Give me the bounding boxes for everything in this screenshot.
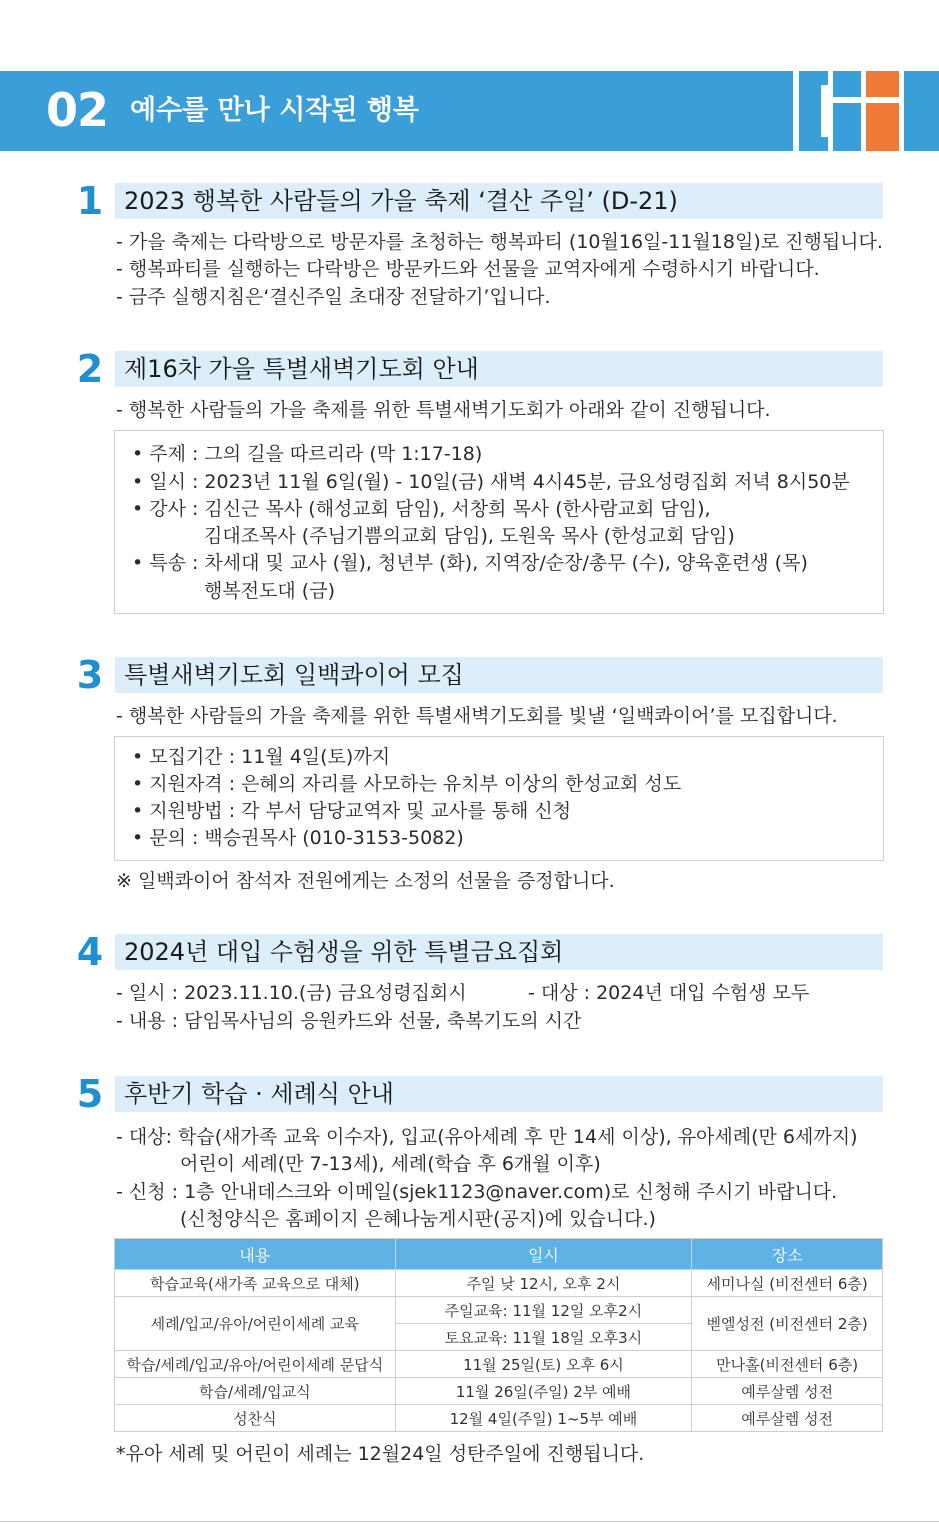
section-4-line: - 내용 : 담임목사님의 응원카드와 선물, 축복기도의 시간 <box>116 1010 582 1032</box>
section-1-line: - 금주 실행지침은‘결신주일 초대장 전달하기’입니다. <box>116 286 551 308</box>
section-5-title: 후반기 학습 · 세례식 안내 <box>124 1080 394 1108</box>
table-cell: 11월 25일(토) 오후 6시 <box>395 1351 692 1378</box>
column-header: 장소 <box>692 1239 883 1270</box>
table-cell: 주일 낮 12시, 오후 2시 <box>395 1270 692 1297</box>
table-cell: 세례/입교/유아/어린이세례 교육 <box>115 1297 396 1351</box>
section-4-title: 2024년 대입 수험생을 위한 특별금요집회 <box>124 938 564 966</box>
detail-line: • 문의 : 백승권목사 (010-3153-5082) <box>132 827 464 849</box>
table-cell: 만나홀(비전센터 6층) <box>692 1351 883 1378</box>
table-cell: 토요교육: 11월 18일 오후3시 <box>395 1324 692 1351</box>
table-cell: 12월 4일(주일) 1~5부 예배 <box>395 1405 692 1432</box>
column-header: 일시 <box>395 1239 692 1270</box>
detail-line: • 주제 : 그의 길을 따르리라 (막 1:17-18) <box>132 443 483 465</box>
section-1-number: 1 <box>76 179 104 223</box>
detail-line: • 강사 : 김신근 목사 (해성교회 담임), 서창희 목사 (한사람교회 담임), <box>132 498 711 520</box>
section-4-line: - 일시 : 2023.11.10.(금) 금요성령집회시 <box>116 982 467 1004</box>
table-cell: 세미나실 (비전센터 6층) <box>692 1270 883 1297</box>
table-row <box>115 1351 883 1378</box>
table-cell: 학습/세례/입교/유아/어린이세례 문답식 <box>115 1351 396 1378</box>
section-5-number: 5 <box>76 1072 104 1116</box>
section-3-note: ※ 일백콰이어 참석자 전원에게는 소정의 선물을 증정합니다. <box>116 870 615 892</box>
section-2-line: - 행복한 사람들의 가을 축제를 위한 특별새벽기도회가 아래와 같이 진행됩니다. <box>116 399 771 421</box>
table-cell: 예루살렘 성전 <box>692 1378 883 1405</box>
schedule-table <box>114 1238 883 1432</box>
table-row <box>115 1378 883 1405</box>
page-title: 예수를 만나 시작된 행복 <box>130 95 420 126</box>
table-cell: 11월 26일(주일) 2부 예배 <box>395 1378 692 1405</box>
detail-line: • 지원자격 : 은혜의 자리를 사모하는 유치부 이상의 한성교회 성도 <box>132 773 682 795</box>
detail-line: • 일시 : 2023년 11월 6일(월) - 10일(금) 새벽 4시45분, 금요성령집회 저녁 8시50분 <box>132 471 850 493</box>
section-3-number: 3 <box>76 653 104 697</box>
detail-line: • 지원방법 : 각 부서 담당교역자 및 교사를 통해 신청 <box>132 800 572 822</box>
table-row <box>115 1297 883 1324</box>
table-cell: 학습교육(새가족 교육으로 대체) <box>115 1270 396 1297</box>
section-3-title: 특별새벽기도회 일백콰이어 모집 <box>124 661 464 689</box>
detail-line: • 모집기간 : 11월 4일(토)까지 <box>132 746 391 768</box>
table-cell: 성찬식 <box>115 1405 396 1432</box>
table-header-row <box>115 1239 883 1270</box>
section-1-line: - 행복파티를 실행하는 다락방은 방문카드와 선물을 교역자에게 수령하시기 바랍니다. <box>116 258 820 280</box>
section-4-line: - 대상 : 2024년 대입 수험생 모두 <box>528 982 810 1004</box>
section-4-number: 4 <box>76 930 104 974</box>
section-3-line: - 행복한 사람들의 가을 축제를 위한 특별새벽기도회를 빛낼 ‘일백콰이어’를 모집합니다. <box>116 705 838 727</box>
table-row <box>115 1270 883 1297</box>
section-5-line: 어린이 세례(만 7-13세), 세례(학습 후 6개월 이후) <box>180 1153 601 1175</box>
section-number: 02 <box>46 83 109 137</box>
section-5-line: - 대상: 학습(새가족 교육 이수자), 입교(유아세례 후 만 14세 이상), 유아세례(만 6세까지) <box>116 1126 858 1148</box>
table-cell: 예루살렘 성전 <box>692 1405 883 1432</box>
section-2-number: 2 <box>76 347 104 391</box>
section-5-line: (신청양식은 홈페이지 은혜나눔게시판(공지)에 있습니다.) <box>180 1208 656 1230</box>
table-row <box>115 1405 883 1432</box>
table-cell: 벧엘성전 (비전센터 2층) <box>692 1297 883 1351</box>
table-cell: 학습/세례/입교식 <box>115 1378 396 1405</box>
section-1-title: 2023 행복한 사람들의 가을 축제 ‘결산 주일’ (D-21) <box>124 187 678 215</box>
section-2-title: 제16차 가을 특별새벽기도회 안내 <box>124 355 479 383</box>
table-cell: 주일교육: 11월 12일 오후2시 <box>395 1297 692 1324</box>
detail-line: 김대조목사 (주님기쁨의교회 담임), 도원욱 목사 (한성교회 담임) <box>204 525 735 547</box>
footnote: *유아 세례 및 어린이 세례는 12월24일 성탄주일에 진행됩니다. <box>116 1443 645 1465</box>
bottom-divider <box>0 1521 939 1522</box>
section-5-line: - 신청 : 1층 안내데스크와 이메일(sjek1123@naver.com)로 신청해 주시기 바랍니다. <box>116 1181 838 1203</box>
column-header: 내용 <box>115 1239 396 1270</box>
detail-line: • 특송 : 차세대 및 교사 (월), 청년부 (화), 지역장/순장/총무 (수), 양육훈련생 (목) <box>132 552 808 574</box>
detail-line: 행복전도대 (금) <box>204 580 335 602</box>
section-1-line: - 가을 축제는 다락방으로 방문자를 초청하는 행복파티 (10월16일-11월18일)로 진행됩니다. <box>116 231 883 253</box>
